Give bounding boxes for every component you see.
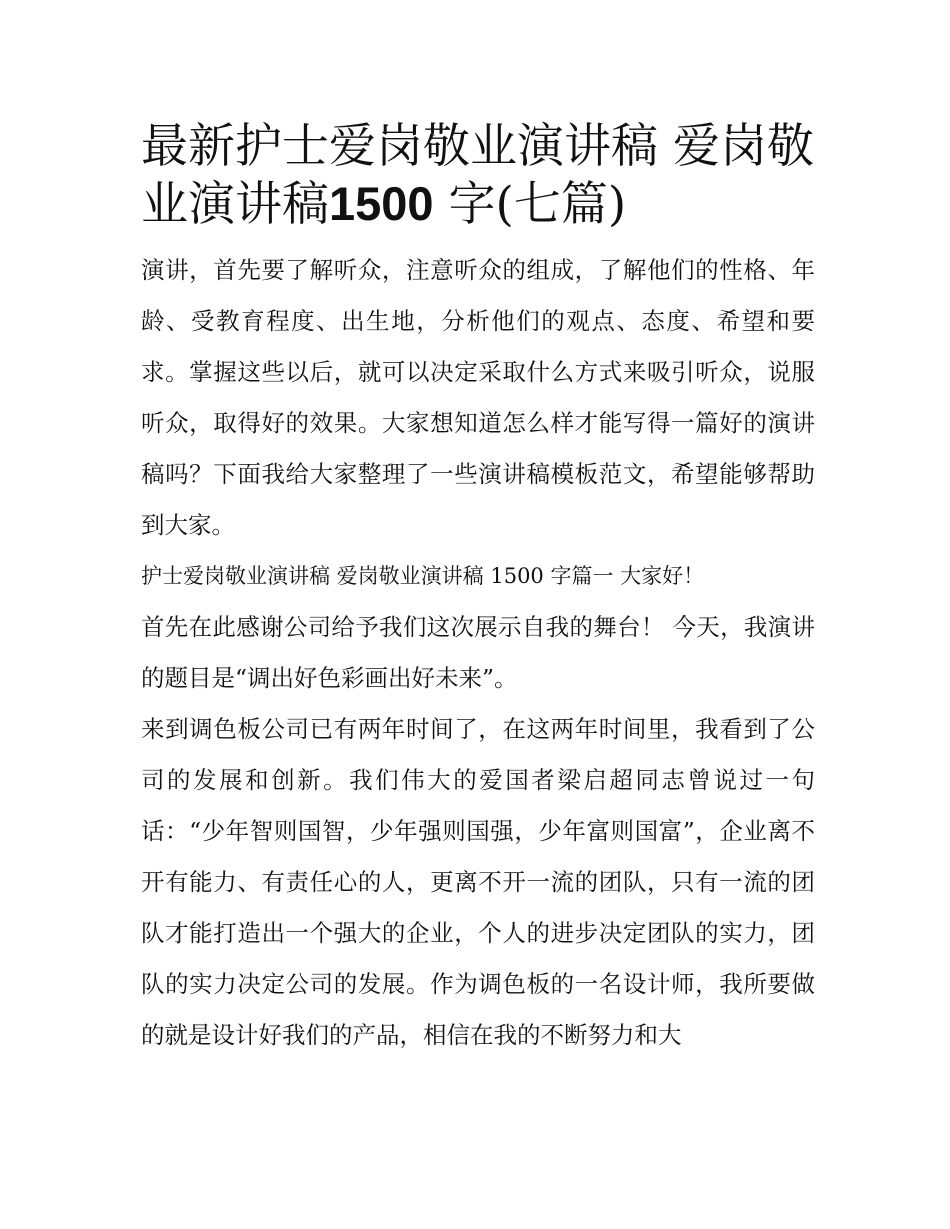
title-number: 1500: [329, 177, 434, 230]
paragraph-greeting: 首先在此感谢公司给予我们这次展示自我的舞台！ 今天，我演讲的题目是“调出好色彩画出好未来”。: [141, 613, 815, 692]
paragraph-body: 来到调色板公司已有两年时间了，在这两年时间里，我看到了公司的发展和创新。我们伟大的爱国者梁启超同志曾说过一句话：“少年智则国智，少年强则国强，少年富则国富”，企业离不开有能力、有责任心的人，更离不开一流的团队，只有一流的团队才能打造出一个强大的企业，个人的进步决定团队的实力，团队的实力决定公司的发展。作为调色板的一名设计师，我所要做的就是设计好我们的产品，相信在我的不断努力和大: [141, 715, 815, 1049]
paragraph-intro: 演讲，首先要了解听众，注意听众的组成，了解他们的性格、年龄、受教育程度、出生地，分析他们的观点、态度、希望和要求。掌握这些以后，就可以决定采取什么方式来吸引听众，说服听众，取得好的效果。大家想知道怎么样才能写得一篇好的演讲稿吗？下面我给大家整理了一些演讲稿模板范文，希望能够帮助到大家。: [141, 256, 815, 539]
title-text-part1: 最新护士爱岗敬业演讲稿 爱岗敬业演讲稿: [141, 119, 814, 232]
title-text-part2: 字(七篇): [433, 177, 627, 232]
document-page: [141, 118, 815, 1061]
document-title: [141, 118, 815, 233]
paragraph-section-heading: 护士爱岗敬业演讲稿 爱岗敬业演讲稿 1500 字篇一 大家好！: [141, 564, 705, 588]
